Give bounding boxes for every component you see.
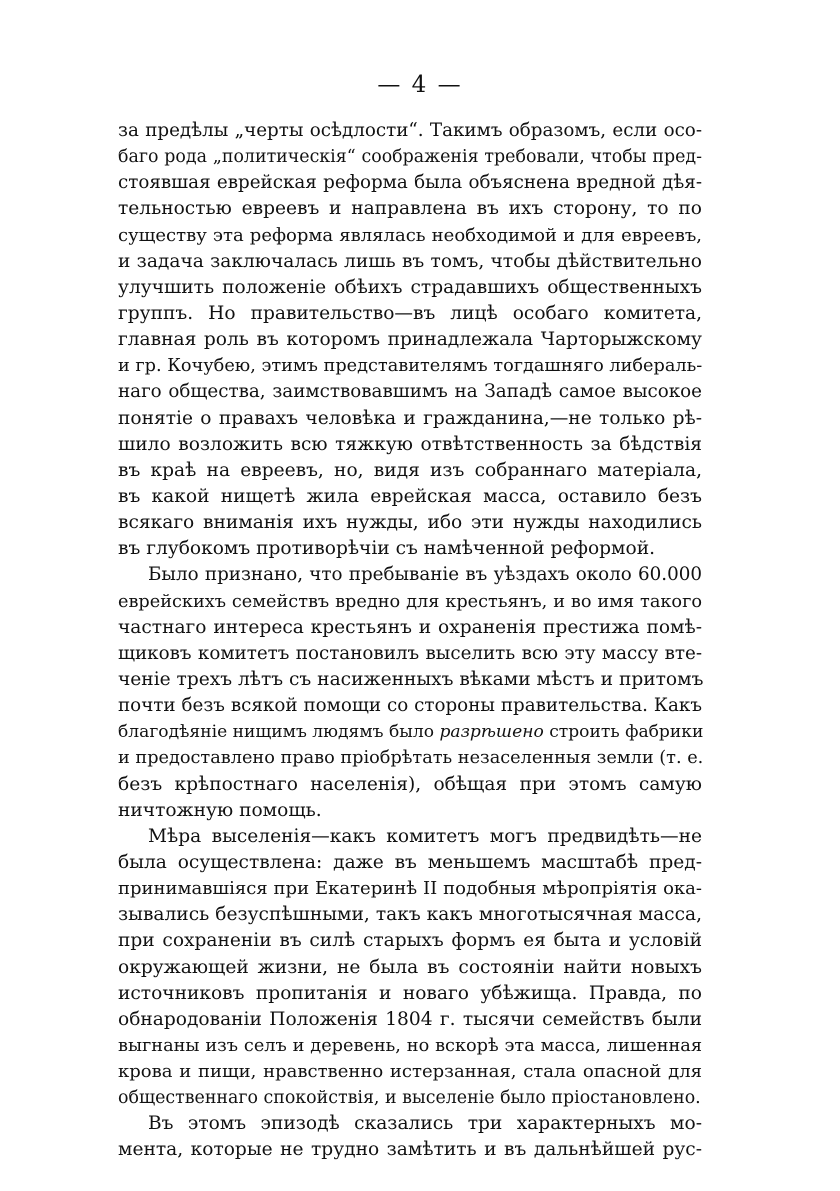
text-line: понятіе о правахъ человѣка и гражданина,—не только рѣ- bbox=[118, 407, 702, 429]
text-line: шило возложить всю тяжкую отвѣтственность за бѣдствія bbox=[118, 433, 702, 455]
text-line: ченіе трехъ лѣтъ съ насиженныхъ вѣками мѣстъ и притомъ bbox=[118, 668, 704, 690]
text-line: группъ. Но правительство—въ лицѣ особаго комитета, bbox=[118, 302, 702, 324]
text-line: всякаго вниманія ихъ нужды, ибо эти нужды находились bbox=[118, 512, 702, 534]
paragraph-1 bbox=[118, 118, 702, 562]
text-line: и задача заключалась лишь въ томъ, чтобы дѣйствительно bbox=[118, 250, 702, 272]
text-line: источниковъ пропитанія и новаго убѣжища. Правда, по bbox=[118, 982, 702, 1004]
text-line: баго рода „политическія“ соображенія требовали, чтобы пред- bbox=[118, 147, 702, 168]
text-line: Въ этомъ эпизодѣ сказались три характерныхъ мо- bbox=[148, 1113, 702, 1135]
text-line: тельностью евреевъ и направлена въ ихъ сторону, то по bbox=[118, 198, 702, 220]
text-line: зывались безуспѣшными, такъ какъ многотысячная масса, bbox=[118, 904, 702, 926]
text-line: обнародованіи Положенія 1804 г. тысячи семействъ были bbox=[118, 1008, 702, 1030]
text-line: въ краѣ на евреевъ, но, видя изъ собраннаго матеріала, bbox=[118, 459, 702, 481]
page-number: — 4 — bbox=[377, 72, 463, 98]
text-line: Мѣра выселенія—какъ комитетъ могъ предвидѣть—не bbox=[148, 825, 702, 847]
paragraph-3 bbox=[118, 824, 702, 1112]
text-fragment: строить фабрики bbox=[543, 722, 704, 743]
text-line: почти безъ всякой помощи со стороны правительства. Какъ bbox=[118, 695, 702, 717]
text-line: при сохраненіи въ силѣ старыхъ формъ ея быта и условій bbox=[118, 930, 702, 952]
text-line: безъ крѣпостнаго населенія), обѣщая при этомъ самую bbox=[118, 773, 702, 795]
page-text-body bbox=[118, 118, 702, 1164]
text-line: и предоставлено право пріобрѣтать незаселенныя земли (т. е. bbox=[118, 748, 704, 769]
text-line: и гр. Кочубею, этимъ представителямъ тогдашняго либераль- bbox=[118, 356, 703, 377]
text-line: за предѣлы „черты осѣдлости“. Такимъ образомъ, если осо- bbox=[118, 120, 702, 141]
paragraph-2 bbox=[118, 562, 702, 823]
emphasized-word: разрѣшено bbox=[439, 722, 544, 743]
text-line: въ глубокомъ противорѣчіи съ намѣченной реформой. bbox=[118, 538, 656, 560]
text-line: частнаго интереса крестьянъ и охраненія престижа помѣ- bbox=[118, 616, 702, 638]
text-line: наго общества, заимствовавшимъ на Западѣ самое высокое bbox=[118, 381, 702, 403]
text-line: существу эта реформа являлась необходимой и для евреевъ, bbox=[118, 224, 702, 246]
text-fragment: благодѣяніе нищимъ людямъ было bbox=[118, 722, 434, 743]
text-line: выгнаны изъ селъ и деревень, но вскорѣ эта масса, лишенная bbox=[118, 1035, 702, 1056]
text-line: принимавшіяся при Екатеринѣ II подобныя мѣропріятія ока- bbox=[118, 878, 702, 900]
text-line: стоявшая еврейская реформа была объяснена вредной дѣя- bbox=[118, 172, 702, 194]
text-line: щиковъ комитетъ постановилъ выселить всю эту массу вте- bbox=[118, 642, 702, 664]
text-line: была осуществлена: даже въ меньшемъ масштабѣ пред- bbox=[118, 851, 702, 873]
text-line: улучшить положеніе обѣихъ страдавшихъ общественныхъ bbox=[118, 276, 702, 298]
text-line: главная роль въ которомъ принадлежала Чарторыжскому bbox=[118, 329, 702, 351]
text-line: въ какой нищетѣ жила еврейская масса, оставило безъ bbox=[118, 485, 702, 507]
text-line: мента, которые не трудно замѣтить и въ дальнѣйшей рус- bbox=[118, 1139, 702, 1161]
text-line: общественнаго спокойствія, и выселеніе было пріостановлено. bbox=[118, 1088, 701, 1109]
text-line: Было признано, что пребываніе въ уѣздахъ около 60.000 bbox=[148, 564, 702, 586]
text-line: окружающей жизни, не была въ состояніи найти новыхъ bbox=[118, 956, 702, 978]
text-line: ничтожную помощь. bbox=[118, 799, 322, 821]
text-line-with-emphasis bbox=[118, 719, 702, 745]
text-line: крова и пищи, нравственно истерзанная, стала опасной для bbox=[118, 1061, 702, 1083]
paragraph-4 bbox=[118, 1111, 702, 1163]
text-line: еврейскихъ семействъ вредно для крестьянъ, и во имя такого bbox=[118, 591, 702, 612]
